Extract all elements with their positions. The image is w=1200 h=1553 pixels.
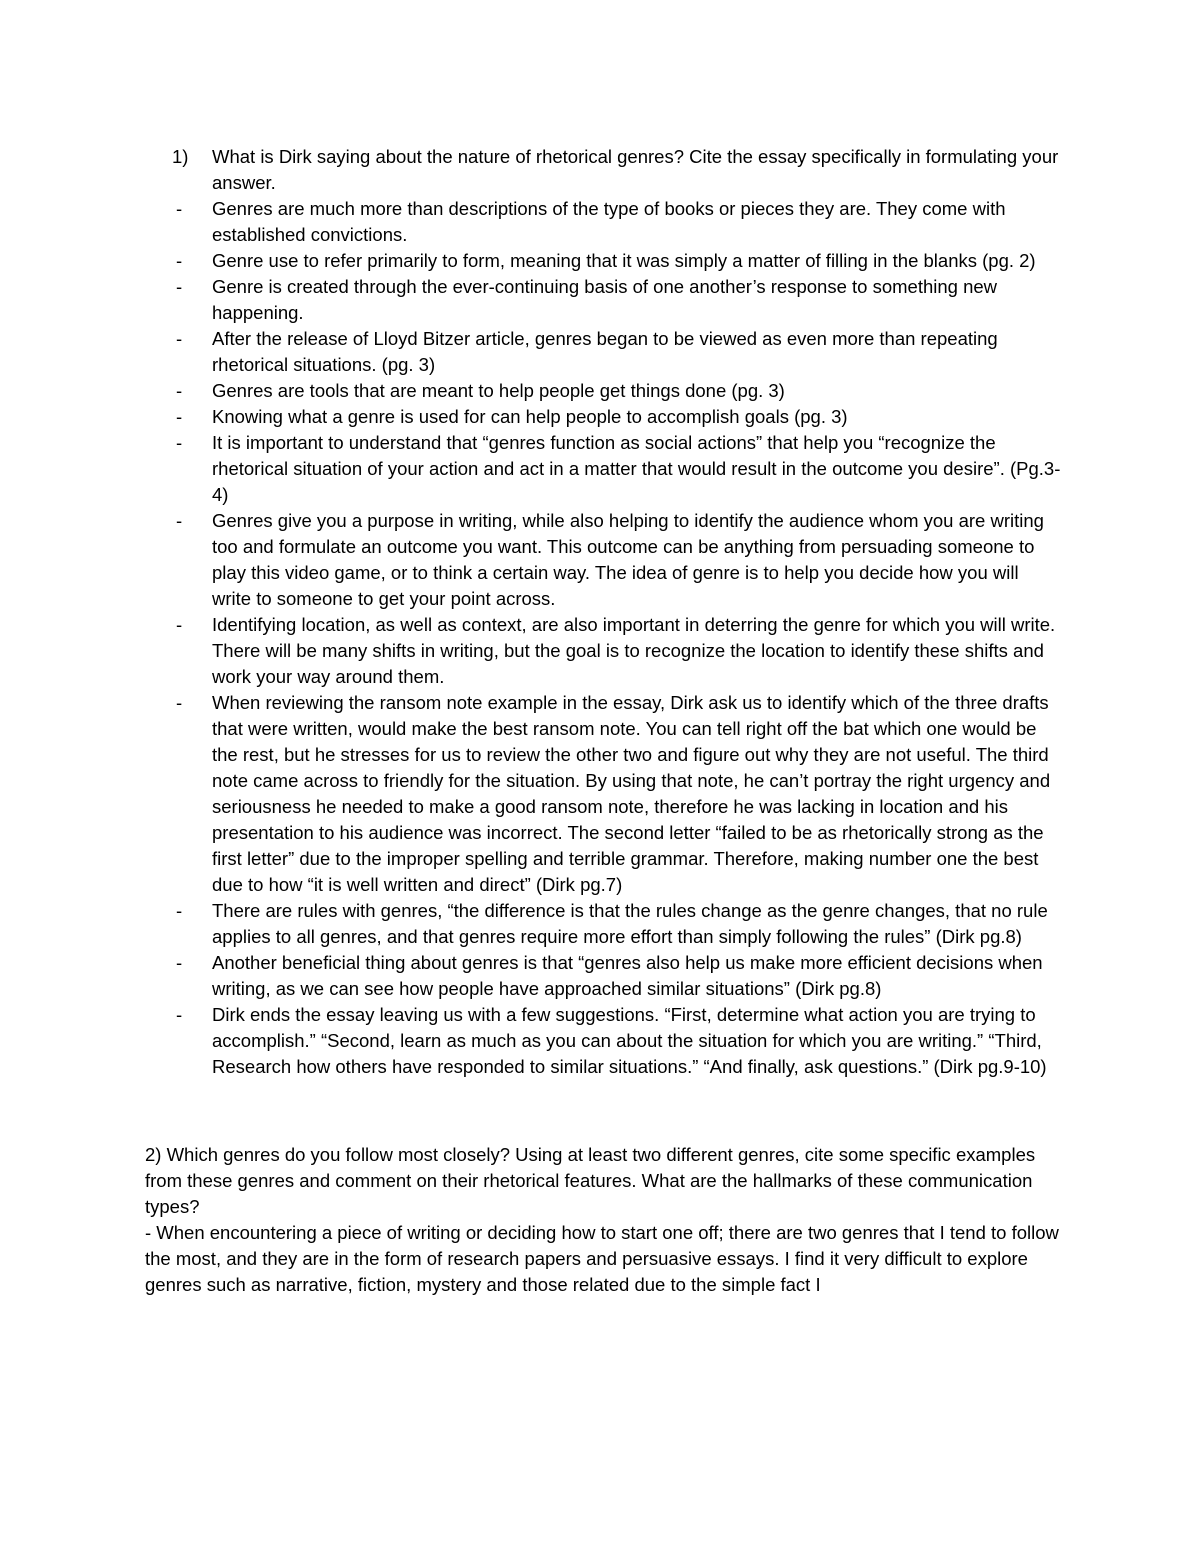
bullet-item [172,430,1062,508]
bullet-dash: - [176,1004,183,1025]
bullet-item [172,274,1062,326]
bullet-text: Genre is created through the ever-continuing basis of one another’s response to something new happening. [212,276,998,323]
bullet-dash: - [176,276,183,297]
bullet-dash: - [176,380,183,401]
question-2-answer: - When encountering a piece of writing or deciding how to start one off; there are two genres that I tend to follow the most, and they are in the form of research papers and persuasive essays. I find it very difficult to explore genres such as narrative, fiction, mystery and those related due to the simple fact I [145,1222,1059,1295]
bullet-dash: - [176,328,183,349]
question-2-prompt: 2) Which genres do you follow most closely? Using at least two different genres, cite some specific examples from these genres and comment on their rhetorical features. What are the hallmarks of these communication types? [145,1144,1036,1217]
bullet-item [172,690,1062,898]
bullet-dash: - [176,432,183,453]
bullet-text: Genres are much more than descriptions of the type of books or pieces they are. They come with established convictions. [212,198,1006,245]
bullet-text: Genres are tools that are meant to help people get things done (pg. 3) [212,380,785,401]
bullet-text: After the release of Lloyd Bitzer article, genres began to be viewed as even more than repeating rhetorical situations. (pg. 3) [212,328,998,375]
bullet-item [172,326,1062,378]
bullet-dash: - [176,900,183,921]
bullet-text: There are rules with genres, “the difference is that the rules change as the genre changes, that no rule applies to all genres, and that genres require more effort than simply following the rules” (Dirk pg.8) [212,900,1048,947]
question-1 [172,144,1062,196]
bullet-item [172,248,1062,274]
bullet-item [172,404,1062,430]
question-2 [145,1142,1060,1298]
bullet-dash: - [176,406,183,427]
bullet-item [172,612,1062,690]
bullet-dash: - [176,198,183,219]
bullet-item [172,508,1062,612]
bullet-item [172,196,1062,248]
bullet-text: Another beneficial thing about genres is that “genres also help us make more efficient decisions when writing, as we can see how people have approached similar situations” (Dirk pg.8) [212,952,1043,999]
bullet-item [172,378,1062,404]
bullet-text: Dirk ends the essay leaving us with a few suggestions. “First, determine what action you are trying to accomplish.” “Second, learn as much as you can about the situation for which you are writing.” “Third, Research how others have responded to similar situations.” “And finally, ask questions.” (Dirk pg.9-10) [212,1004,1047,1077]
bullet-dash: - [176,614,183,635]
bullet-item [172,950,1062,1002]
bullet-text: Knowing what a genre is used for can help people to accomplish goals (pg. 3) [212,406,848,427]
bullet-text: When reviewing the ransom note example in the essay, Dirk ask us to identify which of the three drafts that were written, would make the best ransom note. You can tell right off the bat which one would be the rest, but he stresses for us to review the other two and figure out why they are not useful. The third note came across to friendly for the situation. By using that note, he can’t portray the right urgency and seriousness he needed to make a good ransom note, therefore he was lacking in location and his presentation to his audience was incorrect. The second letter “failed to be as rhetorically strong as the first letter” due to the improper spelling and terrible grammar. Therefore, making number one the best due to how “it is well written and direct” (Dirk pg.7) [212,692,1051,895]
question-1-text: What is Dirk saying about the nature of rhetorical genres? Cite the essay specifically in formulating your answer. [212,146,1059,193]
bullet-dash: - [176,510,183,531]
bullet-text: Genre use to refer primarily to form, meaning that it was simply a matter of filling in the blanks (pg. 2) [212,250,1036,271]
bullet-dash: - [176,692,183,713]
bullet-item [172,898,1062,950]
bullet-dash: - [176,952,183,973]
question-1-number: 1) [172,146,189,167]
bullet-text: Genres give you a purpose in writing, while also helping to identify the audience whom you are writing too and formulate an outcome you want. This outcome can be anything from persuading someone to play this video game, or to think a certain way. The idea of genre is to help you decide how you will write to someone to get your point across. [212,510,1044,609]
bullet-dash: - [176,250,183,271]
bullet-text: Identifying location, as well as context, are also important in deterring the genre for which you will write. There will be many shifts in writing, but the goal is to recognize the location to identify these shifts and work your way around them. [212,614,1056,687]
bullet-item [172,1002,1062,1080]
question-1-bullet-list [0,196,1200,1080]
bullet-text: It is important to understand that “genres function as social actions” that help you “recognize the rhetorical situation of your action and act in a matter that would result in the outcome you desire”. (Pg.3-4) [212,432,1061,505]
